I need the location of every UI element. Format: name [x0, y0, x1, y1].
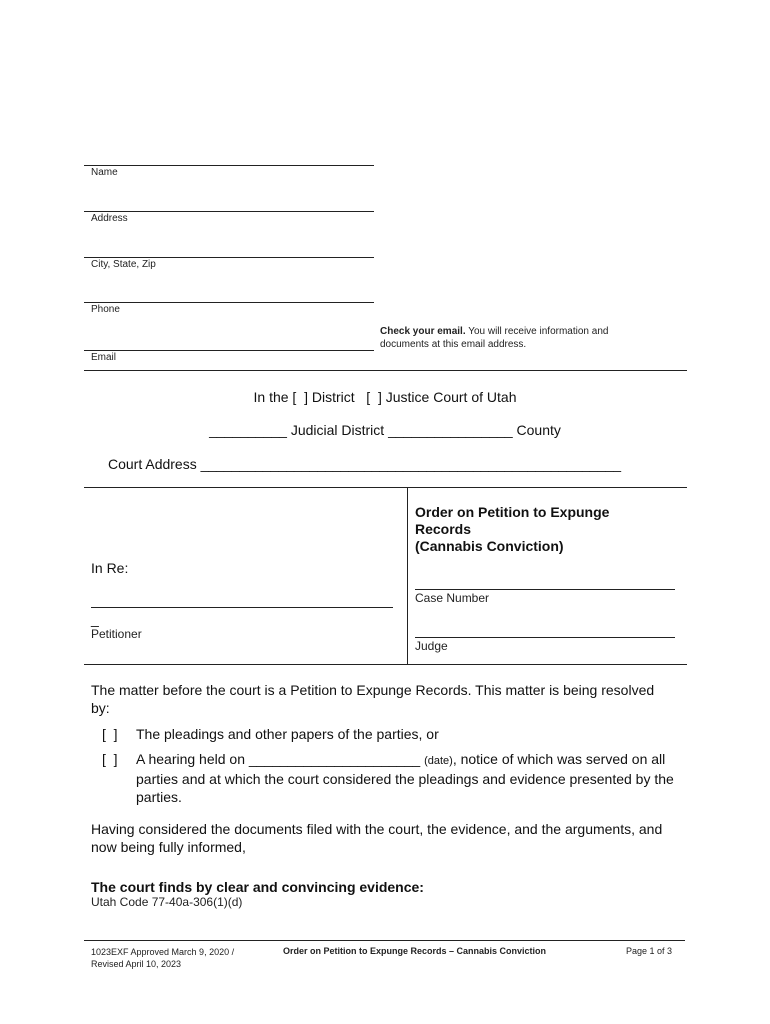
- option2-text: [136, 750, 676, 806]
- petitioner-label: Petitioner: [91, 627, 142, 641]
- case-number-line[interactable]: [415, 589, 675, 590]
- caption-bottom-border: [84, 664, 687, 665]
- header-divider: [84, 370, 687, 371]
- email-note-bold: Check your email.: [380, 326, 466, 337]
- email-note: [380, 325, 680, 351]
- judge-label: Judge: [415, 639, 448, 653]
- option2-post: , notice of which was served on all parties and at which the court considered the pleadings and evidence presented by the parties.: [136, 751, 674, 805]
- option1-checkbox[interactable]: [ ]: [102, 726, 118, 742]
- court-type-line: In the [ ] District [ ] Justice Court of Utah: [253, 389, 517, 405]
- code-reference: Utah Code 77-40a-306(1)(d): [91, 895, 243, 909]
- petitioner-line[interactable]: [91, 607, 393, 608]
- case-number-label: Case Number: [415, 591, 490, 605]
- address-label: Address: [91, 213, 128, 224]
- footer-approved-line2: Revised April 10, 2023: [91, 959, 182, 969]
- footer-title: Order on Petition to Expunge Records – Cannabis Conviction: [283, 946, 547, 956]
- email-label: Email: [91, 352, 117, 363]
- judicial-district-line: __________ Judicial District ________________ County: [209, 422, 561, 438]
- phone-line[interactable]: [84, 302, 374, 303]
- findings-heading: The court finds by clear and convincing evidence:: [91, 879, 424, 895]
- footer-page-number: Page 1 of 3: [626, 946, 673, 956]
- option2-pre: A hearing held on ______________________: [136, 751, 425, 767]
- intro-paragraph: The matter before the court is a Petition to Expunge Records. This matter is being resolved by:: [91, 682, 655, 716]
- option2-date-label: (date): [424, 755, 453, 767]
- footer-approved-line1: 1023EXF Approved March 9, 2020 /: [91, 947, 235, 957]
- judge-line[interactable]: [415, 637, 675, 638]
- email-note-line2: documents at this email address.: [380, 339, 527, 350]
- having-considered-paragraph: Having considered the documents filed with the court, the evidence, and the arguments, and now being fully informed,: [91, 821, 663, 855]
- petitioner-underscore: _: [91, 611, 99, 627]
- name-label: Name: [91, 167, 118, 178]
- footer-divider: [84, 940, 685, 941]
- caption-divider: [407, 487, 408, 664]
- city-state-zip-line[interactable]: [84, 257, 374, 258]
- email-line[interactable]: [84, 350, 374, 351]
- court-address-line: Court Address ______________________________________________________: [108, 456, 622, 472]
- city-state-zip-label: City, State, Zip: [91, 259, 156, 270]
- document-title-line3: (Cannabis Conviction): [415, 538, 564, 554]
- document-title-line1: Order on Petition to Expunge: [415, 504, 610, 520]
- email-note-rest: You will receive information and: [465, 326, 609, 337]
- option1-text: The pleadings and other papers of the parties, or: [136, 726, 439, 742]
- document-title: [415, 504, 609, 555]
- footer-approved: [91, 946, 234, 970]
- document-title-line2: Records: [415, 521, 472, 537]
- address-line[interactable]: [84, 211, 374, 212]
- caption-top-border: [84, 487, 687, 488]
- option2-checkbox[interactable]: [ ]: [102, 751, 118, 767]
- name-line[interactable]: [84, 165, 374, 166]
- in-re-label: In Re:: [91, 560, 129, 576]
- phone-label: Phone: [91, 304, 120, 315]
